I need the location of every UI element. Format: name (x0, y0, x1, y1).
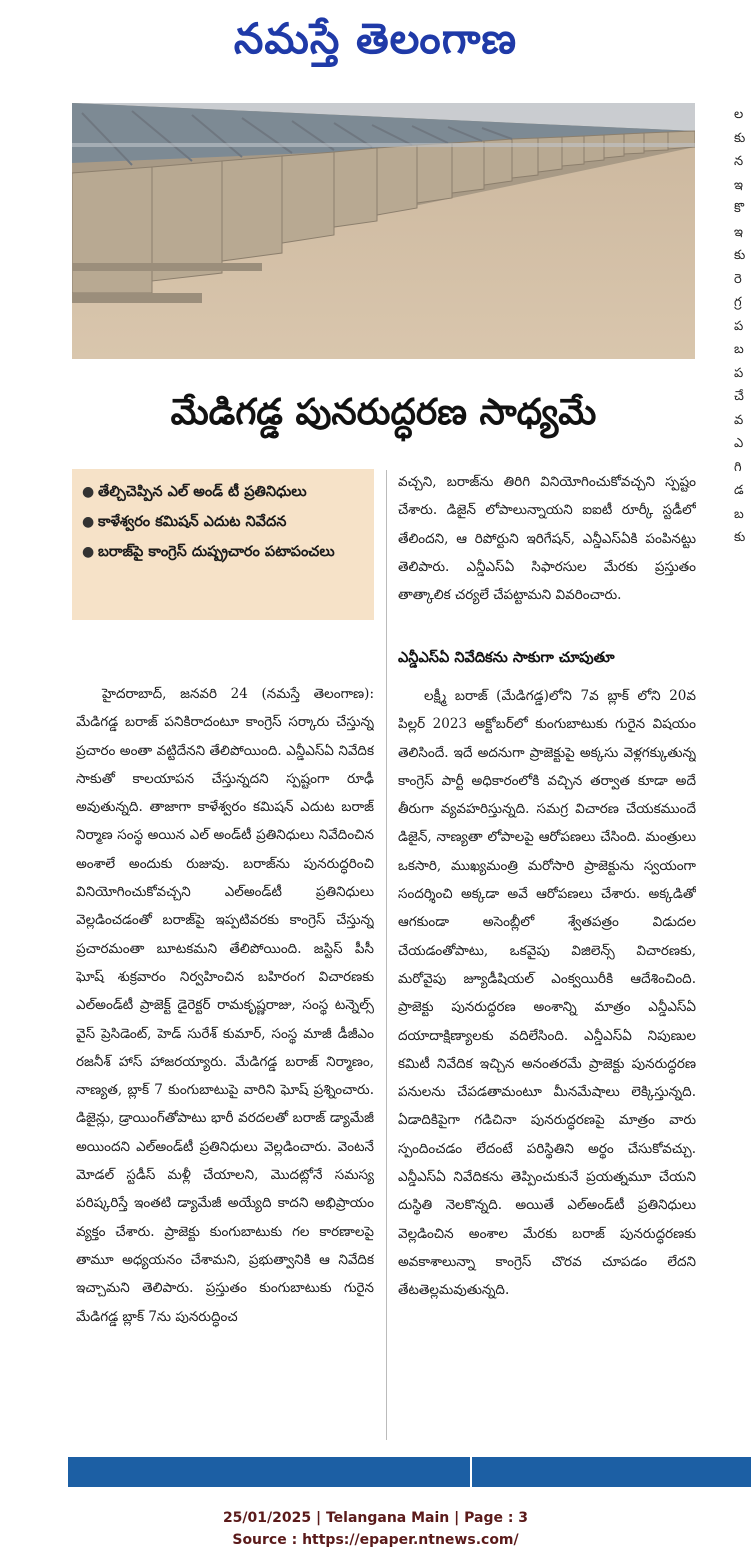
fragment-glyph: కు (734, 130, 746, 146)
barrage-photo (72, 103, 695, 359)
adjacent-article-fragment (734, 103, 751, 1443)
source-url[interactable]: Source : https://epaper.ntnews.com/ (232, 1532, 519, 1548)
article-body-middle-bottom (398, 682, 696, 1444)
fragment-glyph: చే (734, 389, 744, 404)
highlight-text: తేల్చిచెప్పిన ఎల్ అండ్ టీ ప్రతినిధులు (98, 484, 307, 500)
fragment-glyph: కు (734, 248, 746, 263)
paragraph: లక్ష్మీ బరాజ్ (మేడిగడ్డ)లోని 7వ బ్లాక్ లోని 20వ పిల్లర్ 2023 అక్టోబర్‌లో కుంగుబాటుకు గురైన విషయం తెలిసిందే. ఇదే అదనుగా ప్రాజెక్టుపై అక్కసు వెళ్లగక్కుతున్న కాంగ్రెస్ పార్టీ అధికారంలోకి వచ్చిన తర్వాత కూడా అదే తీరుగా వ్యవహరిస్తున్నది. సమగ్ర విచారణ చేయకముందే డిజైన్, నాణ్యతా లోపాలపై ఆరోపణలు చేసింది. మంత్రులు ఒకసారి, ముఖ్యమంత్రి మరోసారి ప్రాజెక్టును స్వయంగా సందర్శించి అక్కడా అవే ఆరోపణలు చేశారు. అక్కడితో ఆగకుండా అసెంబ్లీలో శ్వేతపత్రం విడుదల చేయడంతోపాటు, ఒకవైపు విజిలెన్స్ విచారణకు, మరోవైపు జ్యూడీషియల్ ఎంక్వయిరీకి ఆదేశించింది. ప్రాజెక్టు పునరుద్ధరణ అంశాన్ని మాత్రం ఎన్డీఎస్ఏ దయాదాక్షిణ్యాలకు వదిలేసింది. ఎన్డీఎస్ఏ నిపుణుల కమిటీ నివేదిక ఇచ్చిన అనంతరమే ప్రాజెక్టు పునరుద్ధరణ పనులను చేపడతామంటూ మీనమేషాలు లెక్కిస్తున్నది. ఏడాదికిపైగా గడిచినా పునరుద్ధరణపై మాత్రం వారు స్పందించడం లేదంటే పరిస్థితిని అర్థం చేసుకోవచ్చు. ఎన్డీఎస్ఏ నివేదికను తెప్పించుకునే ప్రయత్నమూ చేయని దుస్థితి నెలకొన్నది. అయితే ఎల్‌అండ్‌టీ ప్రతినిధులు వెల్లడించిన అంశాల మేరకు బరాజ్ పునరుద్ధరణకు అవకాశాలున్నా కాంగ్రెస్ చొరవ చూపడం లేదని తేటతెల్లమవుతున్నది. (398, 688, 696, 1299)
article-body-middle-top (398, 468, 696, 628)
fragment-glyph: ప (734, 365, 744, 381)
highlight-item (82, 537, 366, 567)
fragment-glyph: రె (734, 271, 742, 287)
highlights-box (72, 469, 374, 620)
highlight-item (82, 477, 366, 507)
fragment-glyph: న (734, 154, 744, 169)
section-subheading: ఎన్డీఎస్ఏ నివేదికను సాకుగా చూపుతూ (398, 650, 615, 666)
highlight-text: బరాజ్‌పై కాంగ్రెస్ దుష్ప్రచారం పటాపంచలు (98, 544, 335, 560)
footer-separator (470, 1457, 472, 1487)
fragment-glyph: ఎ (734, 436, 744, 451)
highlight-item (82, 507, 366, 537)
source-credit (0, 1507, 751, 1551)
fragment-glyph: గి (734, 459, 742, 475)
fragment-glyph: ప (734, 318, 744, 334)
bullet-icon: ● (82, 514, 95, 530)
fragment-glyph: ఇ (734, 224, 743, 240)
fragment-glyph: డ (734, 483, 744, 498)
fragment-glyph: బ (734, 342, 744, 357)
fragment-glyph: ల (734, 107, 744, 122)
paragraph: వచ్చని, బరాజ్‌ను తిరిగి వినియోగించుకోవచ్చని స్పష్టం చేశారు. డిజైన్ లోపాలున్నాయని ఐఐటీ రూర్కీ స్టడీలో తేలిందని, ఆ రిపోర్టుని ఇరిగేషన్, ఎన్డీఎస్ఏకి పంపినట్టు తెలిపారు. ఎన్డీఎస్ఏ సిఫారసుల మేరకు ప్రస్తుతం తాత్కాలిక చర్యలే చేపట్టామని వివరించారు. (398, 474, 696, 604)
fragment-glyph: కొ (734, 201, 745, 216)
fragment-glyph: వ (734, 412, 744, 428)
bullet-icon: ● (82, 544, 95, 560)
footer-band (68, 1457, 751, 1487)
fragment-glyph: కు (734, 530, 746, 545)
fragment-glyph: బ (734, 506, 744, 522)
column-divider (386, 470, 387, 1440)
bullet-icon: ● (82, 484, 95, 500)
fragment-glyph: ఇ (734, 177, 743, 193)
edition-info: 25/01/2025 | Telangana Main | Page : 3 (222, 1510, 529, 1526)
paragraph: హైదరాబాద్, జనవరి 24 (నమస్తే తెలంగాణ): మేడిగడ్డ బరాజ్ పనికిరాదంటూ కాంగ్రెస్ సర్కారు చేస్తున్న ప్రచారం అంతా వట్టిదేనని తేలిపోయింది. ఎన్డీఎస్ఏ నివేదిక సాకుతో కాలయాపన చేస్తున్నదని స్పష్టంగా రూఢీ అవుతున్నది. తాజాగా కాళేశ్వరం కమిషన్ ఎదుట బరాజ్ నిర్మాణ సంస్థ అయిన ఎల్ అండ్‌టీ ప్రతినిధులు నివేదించిన అంశాలే అందుకు రుజువు. బరాజ్‌ను పునరుద్ధరించి వినియోగించుకోవచ్చని ఎల్‌అండ్‌టీ ప్రతినిధులు వెల్లడించడంతో బరాజ్‌పై ఇప్పటివరకు కాంగ్రెస్ చేస్తున్న ప్రచారమంతా బూటకమని తేలిపోయింది. జస్టిస్ పీసీ ఘోష్ శుక్రవారం నిర్వహించిన బహిరంగ విచారణకు ఎల్‌అండ్‌టీ ప్రాజెక్ట్ డైరెక్టర్ రామకృష్ణరాజు, సంస్థ టన్నెల్స్ వైస్ ప్రెసిడెంట్, హెడ్ సురేశ్ కుమార్, సంస్థ మాజీ డీజీఎం రజనీశ్ హాస్ హాజరయ్యారు. మేడిగడ్డ బరాజ్ నిర్మాణం, నాణ్యత, బ్లాక్ 7 కుంగుబాటుపై వారిని ఘోష్ ప్రశ్నించారు. డిజైన్లు, డ్రాయింగ్‌తోపాటు భారీ వరదలతో బరాజ్ డ్యామేజీ అయిందని ఎల్‌అండ్‌టీ ప్రతినిధులు వెల్లడించారు. వెంటనే మోడల్ స్టడీస్ మళ్లీ చేయాలని, మొదట్లోనే సమస్య పరిష్కరిస్తే ఇంతటి డ్యామేజీ అయ్యేది కాదని అభిప్రాయం వ్యక్తం చేశారు. ప్రాజెక్టు కుంగుబాటుకు గల కారణాలపై తామూ అధ్యయనం చేశామని, ప్రభుత్వానికి ఆ నివేదిక ఇచ్చామని తెలిపారు. ప్రస్తుతం కుంగుబాటుకు గురైన మేడిగడ్డ బ్లాక్ 7ను పునరుద్ధించ (76, 686, 374, 1325)
masthead-logo: నమస్తే తెలంగాణ (233, 14, 518, 63)
headline: మేడిగడ్డ పునరుద్ధరణ సాధ్యమే (170, 392, 597, 433)
fragment-glyph: గ్ర (734, 295, 742, 310)
highlight-text: కాళేశ్వరం కమిషన్ ఎదుట నివేదన (98, 514, 287, 530)
article-body-left (76, 680, 374, 1445)
